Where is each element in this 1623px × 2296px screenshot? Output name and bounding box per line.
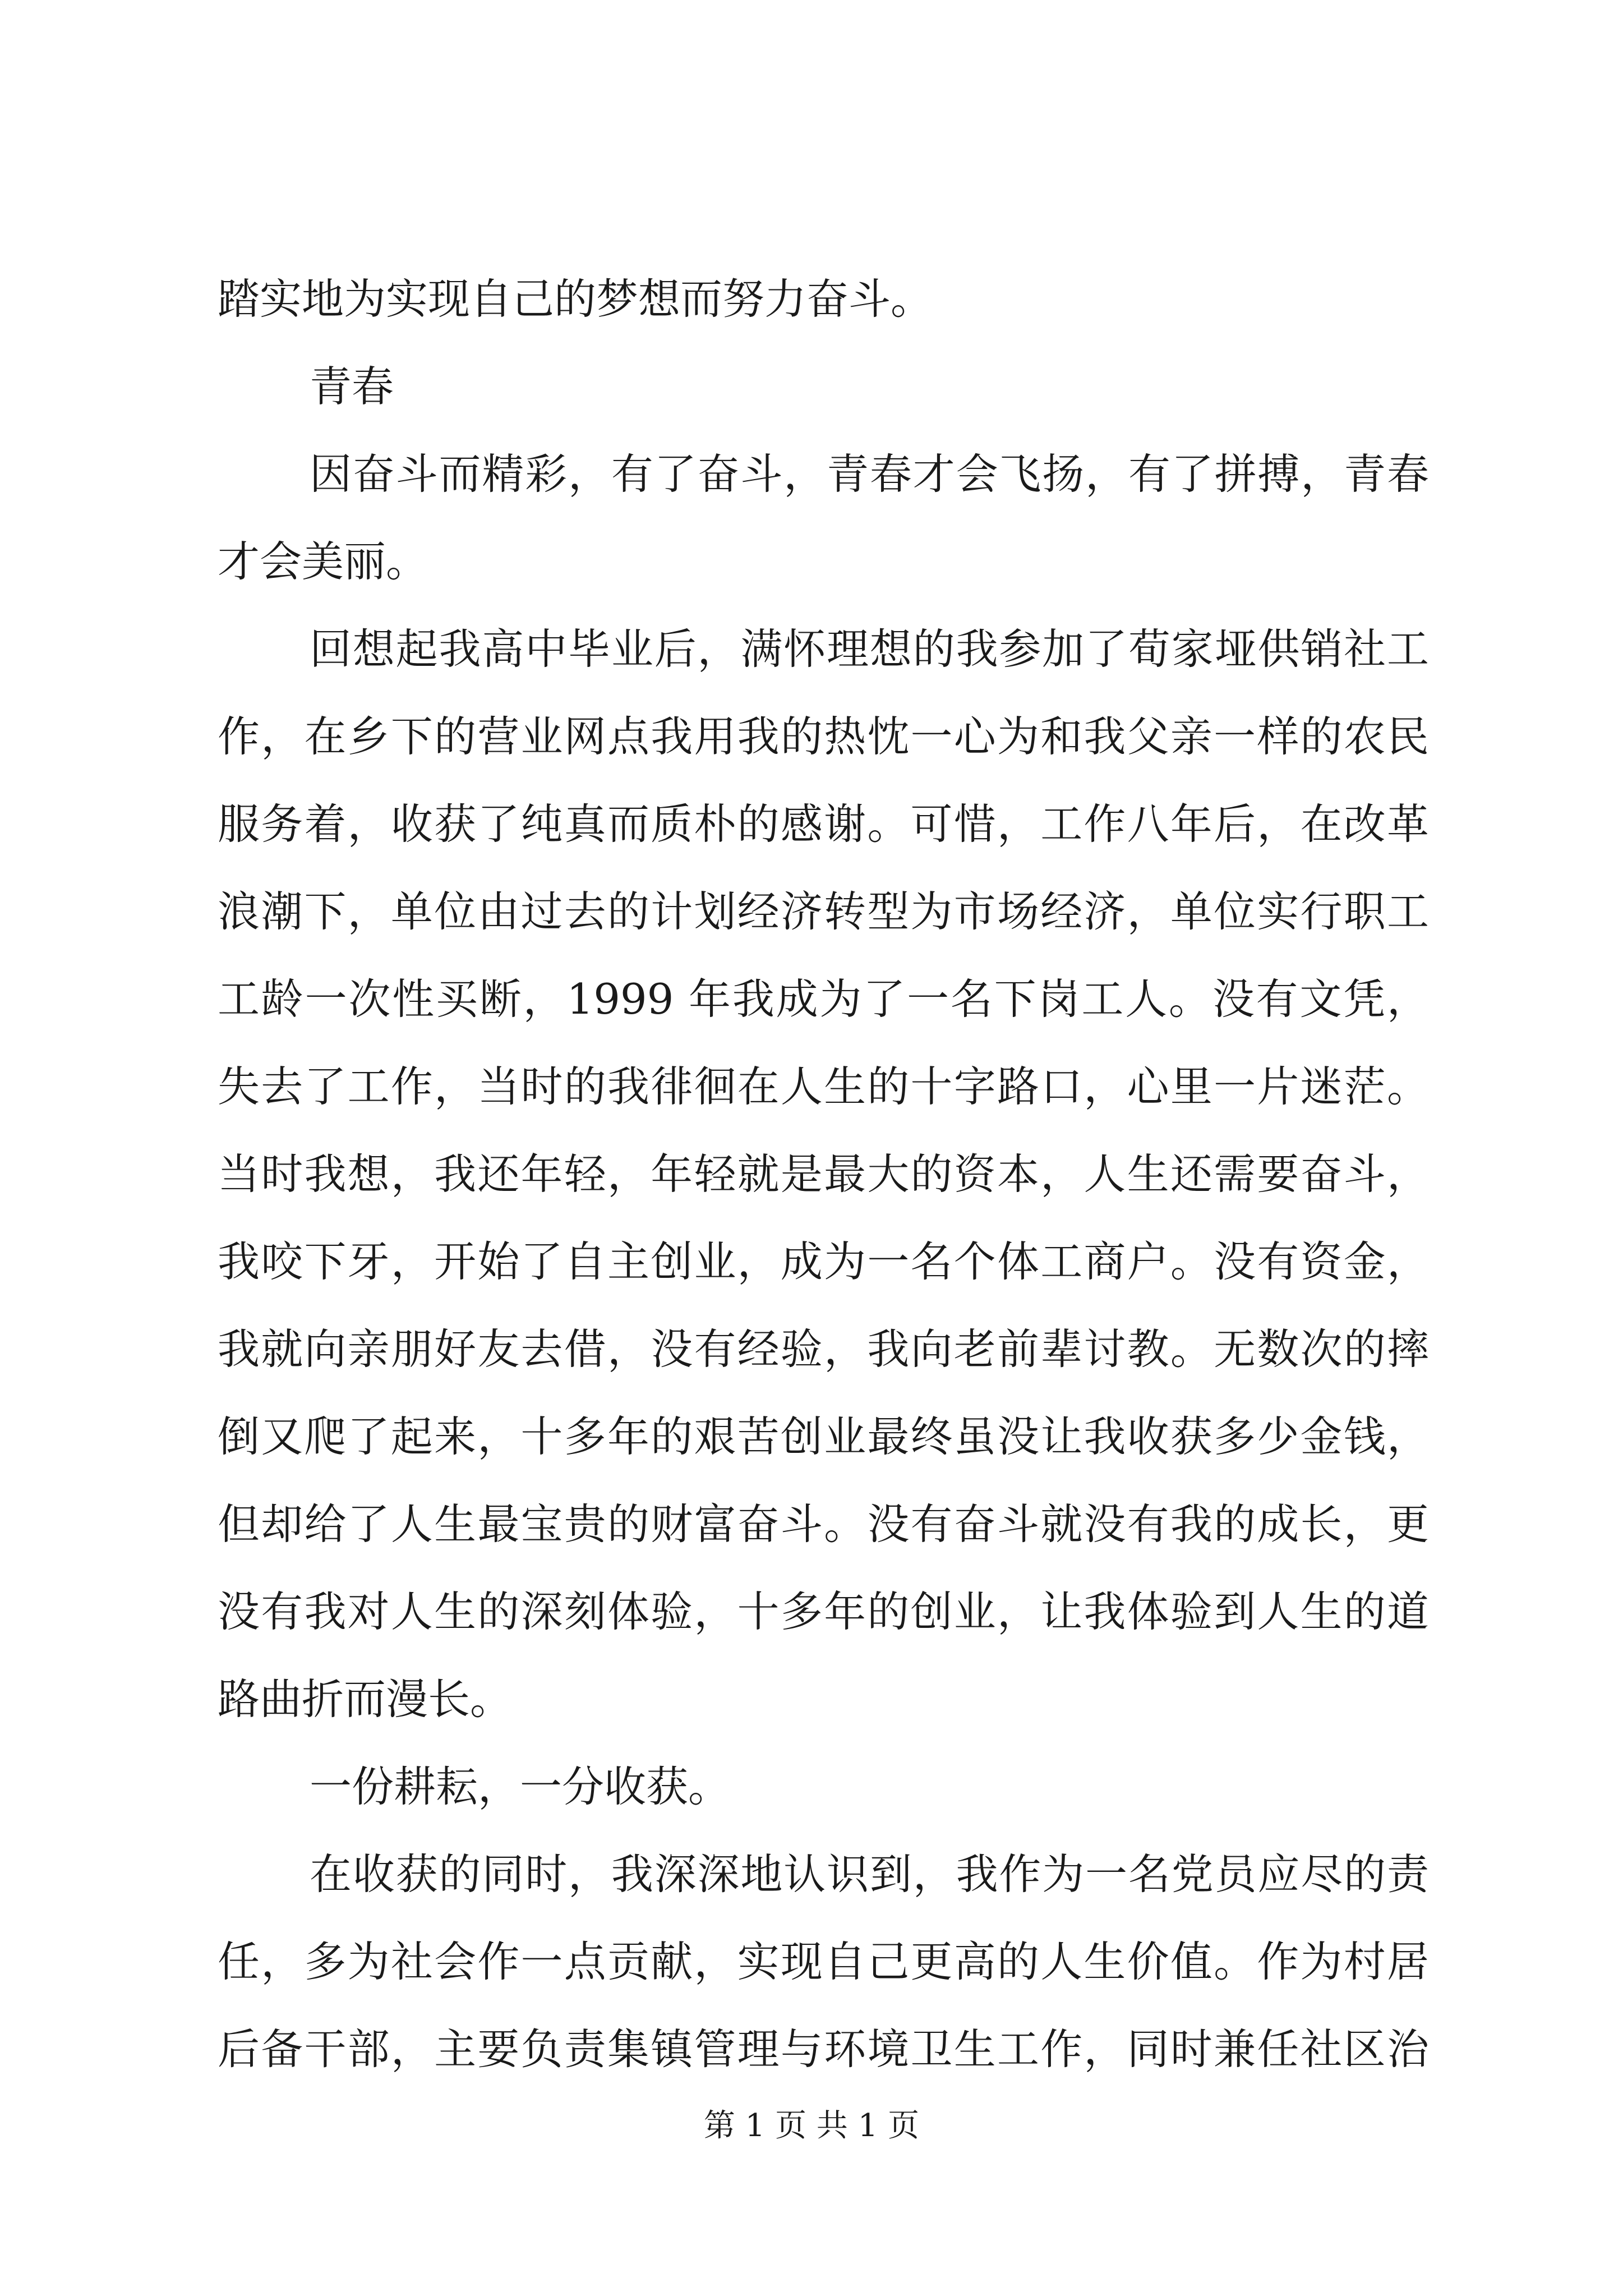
text-line: 倒又爬了起来，十多年的艰苦创业最终虽没让我收获多少金钱， xyxy=(218,1412,1429,1461)
text-line: 浪潮下，单位由过去的计划经济转型为市场经济，单位实行职工 xyxy=(218,887,1429,936)
text-line: 作，在乡下的营业网点我用我的热忱一心为和我父亲一样的农民 xyxy=(218,712,1429,761)
text-line: 后备干部，主要负责集镇管理与环境卫生工作，同时兼任社区治 xyxy=(218,2024,1429,2074)
text-line: 当时我想，我还年轻，年轻就是最大的资本，人生还需要奋斗， xyxy=(218,1149,1429,1199)
text-line: 失去了工作，当时的我徘徊在人生的十字路口，心里一片迷茫。 xyxy=(218,1062,1429,1111)
text-line: 一份耕耘，一分收获。 xyxy=(310,1762,731,1811)
text-line: 但却给了人生最宝贵的财富奋斗。没有奋斗就没有我的成长，更 xyxy=(218,1499,1429,1549)
text-line: 踏实地为实现自己的梦想而努力奋斗。 xyxy=(218,274,933,324)
text-line: 才会美丽。 xyxy=(218,537,428,586)
text-line: 青春 xyxy=(310,362,394,411)
text-line: 任，多为社会作一点贡献，实现自己更高的人生价值。作为村居 xyxy=(218,1937,1429,1986)
page-footer: 第 1 页 共 1 页 xyxy=(703,2108,920,2144)
text-line: 因奋斗而精彩，有了奋斗，青春才会飞扬，有了拼搏，青春 xyxy=(310,449,1429,499)
text-line: 工龄一次性买断，1999 年我成为了一名下岗工人。没有文凭， xyxy=(218,974,1429,1024)
text-line: 我就向亲朋好友去借，没有经验，我向老前辈讨教。无数次的摔 xyxy=(218,1324,1429,1374)
text-line: 回想起我高中毕业后，满怀理想的我参加了荀家垭供销社工 xyxy=(310,624,1429,674)
text-line: 服务着，收获了纯真而质朴的感谢。可惜，工作八年后，在改革 xyxy=(218,799,1429,849)
text-line: 在收获的同时，我深深地认识到，我作为一名党员应尽的责 xyxy=(310,1849,1429,1899)
document-body xyxy=(218,255,1429,2093)
text-line: 路曲折而漫长。 xyxy=(218,1674,513,1724)
text-line: 没有我对人生的深刻体验，十多年的创业，让我体验到人生的道 xyxy=(218,1587,1429,1636)
text-line: 我咬下牙，开始了自主创业，成为一名个体工商户。没有资金， xyxy=(218,1237,1429,1286)
